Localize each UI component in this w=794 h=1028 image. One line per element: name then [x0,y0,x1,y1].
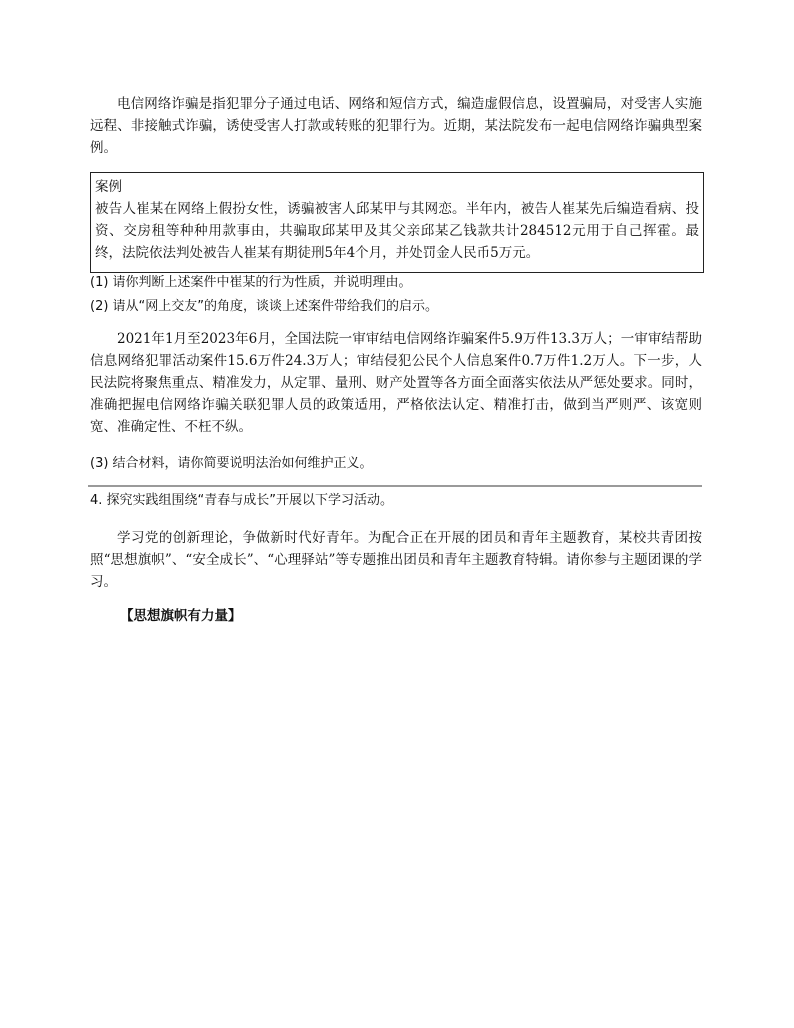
case-box-title: 案例 [95,179,122,195]
question-1: (1) 请你判断上述案件中崔某的行为性质，并说明理由。 [90,275,412,290]
case-box-text: 被告人崔某在网络上假扮女性，诱骗被害人邱某甲与其网恋。半年内，被告人崔某先后编造看病、投资、交房租等种种用款事由，共骗取邱某甲及其父亲邱某乙钱款共计284512元用于自己挥霍。最终，法院依法判处被告人崔某有期徒刑5年4个月，并处罚金人民币5万元。 [95,201,699,261]
section-4-heading: 4. 探究实践组围绕“青春与成长”开展以下学习活动。 [90,493,394,508]
section-4-intro: 学习党的创新理论，争做新时代好青年。为配合正在开展的团员和青年主题教育，某校共青团按照“思想旗帜”、“安全成长”、“心理驿站”等专题推出团员和青年主题教育特辑。请你参与主题团课的学习。 [90,530,702,590]
section-divider [88,485,702,487]
section-4-subheading: 【思想旗帜有力量】 [120,608,242,624]
statistics-paragraph: 2021年1月至2023年6月，全国法院一审审结电信网络诈骗案件5.9万件13.3万人；一审审结帮助信息网络犯罪活动案件15.6万件24.3万人；审结侵犯公民个人信息案件0.7万件1.2万人。下一步，人民法院将聚焦重点、精准发力，从定罪、量刑、财产处置等各方面全面落实依法从严惩处要求。同时，准确把握电信网络诈骗关联犯罪人员的政策适用，严格依法认定、精准打击，做到当严则严、该宽则宽、准确定性、不枉不纵。 [90,331,702,435]
question-2: (2) 请从“网上交友”的角度，谈谈上述案件带给我们的启示。 [90,299,439,314]
case-box [90,172,704,273]
question-3: (3) 结合材料，请你简要说明法治如何维护正义。 [90,456,373,471]
intro-paragraph: 电信网络诈骗是指犯罪分子通过电话、网络和短信方式，编造虚假信息，设置骗局，对受害人实施远程、非接触式诈骗，诱使受害人打款或转账的犯罪行为。近期，某法院发布一起电信网络诈骗典型案例。 [90,96,702,156]
